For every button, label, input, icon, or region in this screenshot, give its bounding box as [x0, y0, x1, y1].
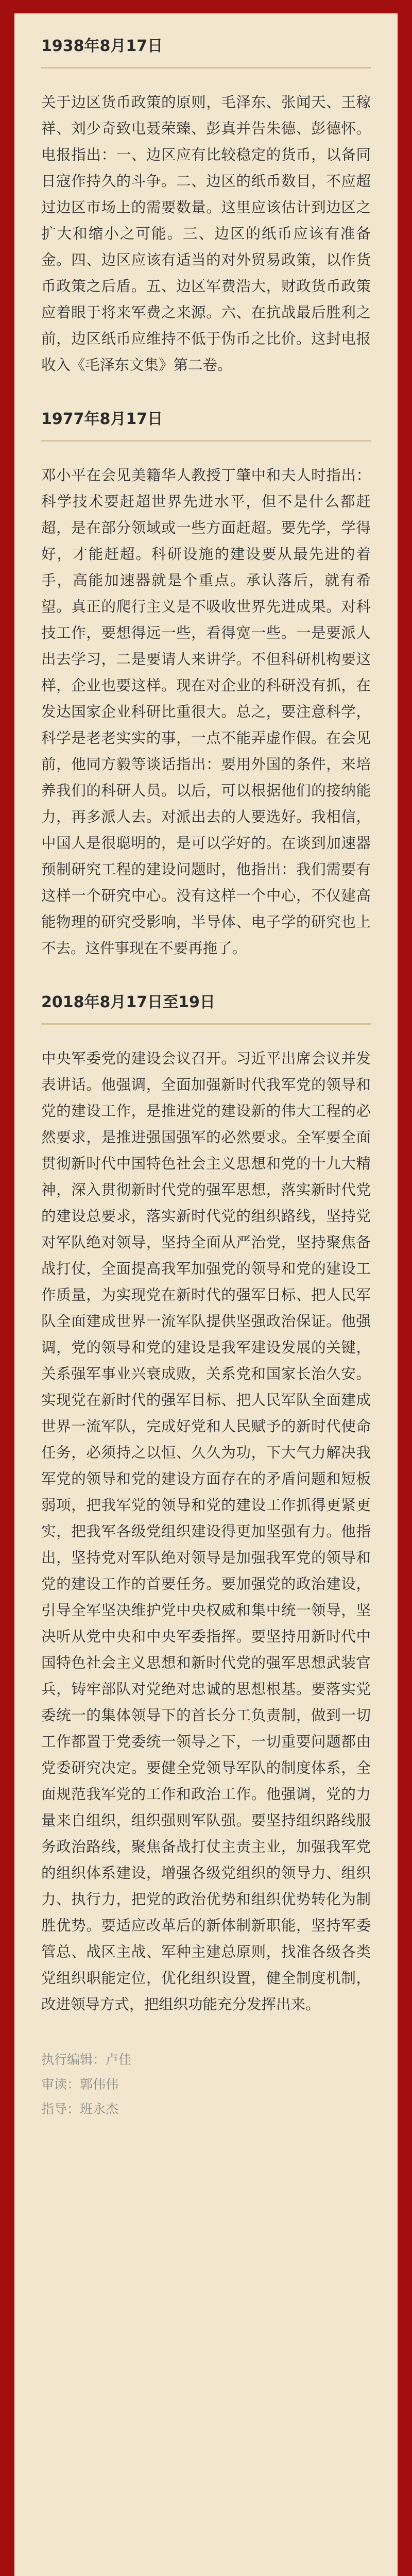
history-entry-2018: [41, 991, 371, 2018]
entry-date: 1977年8月17日: [41, 410, 163, 428]
entry-text: 中央军委党的建设会议召开。习近平出席会议并发表讲话。他强调，全面加强新时代我军党的领导和党的建设工作，是推进党的建设新的伟大工程的必然要求，是推进强国强军的必然要求。全军要全面贯彻新时代中国特色社会主义思想和党的十九大精神，深入贯彻新时代党的强军思想，落实新时代党的建设总要求，落实新时代党的组织路线，坚持党对军队绝对领导，坚持全面从严治党，坚持聚焦备战打仗，全面提高我军加强党的领导和党的建设工作质量，为实现党在新时代的强军目标、把人民军队全面建成世界一流军队提供坚强政治保证。他强调，党的领导和党的建设是我军建设发展的关键，关系强军事业兴衰成败，关系党和国家长治久安。实现党在新时代的强军目标、把人民军队全面建成世界一流军队，完成好党和人民赋予的新时代使命任务，必须持之以恒、久久为功，下大气力解决我军党的领导和党的建设方面存在的矛盾问题和短板弱项，把我军党的领导和党的建设工作抓得更紧更实，把我军各级党组织建设得更加坚强有力。他指出，坚持党对军队绝对领导是加强我军党的领导和党的建设工作的首要任务。要加强党的政治建设，引导全军坚决维护党中央权威和集中统一领导，坚决听从党中央和中央军委指挥。要坚持用新时代中国特色社会主义思想和新时代党的强军思想武装官兵，铸牢部队对党绝对忠诚的思想根基。要落实党委统一的集体领导下的首长分工负责制，做到一切工作都置于党委统一领导之下，一切重要问题都由党委研究决定。要健全党领导军队的制度体系，全面规范我军党的工作和政治工作。他强调，党的力量来自组织，组织强则军队强。要坚持组织路线服务政治路线，聚焦备战打仗主责主业，加强我军党的组织体系建设，增强各级党组织的领导力、组织力、执行力，把党的政治优势和组织优势转化为制胜优势。要适应改革后的新体制新职能，坚持军委管总、战区主战、军种主建总原则，找准各级各类党组织职能定位，优化组织设置，健全制度机制，改进领导方式，把组织功能充分发挥出来。: [41, 1050, 371, 2013]
history-entry-1938: [41, 35, 371, 378]
entry-text: 邓小平在会见美籍华人教授丁肇中和夫人时指出：科学技术要赶超世界先进水平，但不是什么都赶超，是在部分领域或一些方面赶超。要先学，学得好，才能赶超。科研设施的建设要从最先进的着手，高能加速器就是个重点。承认落后，就有希望。真正的爬行主义是不吸收世界先进成果。对科技工作，要想得远一些，看得宽一些。一是要派人出去学习，二是要请人来讲学。不但科研机构要这样，企业也要这样。现在对企业的科研没有抓，在发达国家企业科研比重很大。总之，要注意科学，科学是老老实实的事，一点不能弄虚作假。在会见前，他同方毅等谈话指出：要用外国的条件，来培养我们的科研人员。以后，可以根据他们的接纳能力，再多派人去。对派出去的人要选好。我相信，中国人是很聪明的，是可以学好的。在谈到加速器预制研究工程的建设问题时，他指出：我们需要有这样一个研究中心。没有这样一个中心，不仅建高能物理的研究受影响，半导体、电子学的研究也上不去。这件事现在不要再拖了。: [41, 467, 371, 957]
supervisor: 指导：班永杰: [41, 2102, 119, 2116]
entry-date: 2018年8月17日至19日: [41, 993, 215, 1011]
entry-date: 1938年8月17日: [41, 37, 163, 55]
divider: [41, 67, 371, 69]
history-entry-1977: [41, 408, 371, 961]
executive-editor: 执行编辑：卢佳: [41, 2052, 132, 2067]
entry-text: 关于边区货币政策的原则，毛泽东、张闻天、王稼祥、刘少奇致电聂荣臻、彭真并告朱德、彭德怀。电报指出：一、边区应有比较稳定的货币，以备同日寇作持久的斗争。二、边区的纸币数目，不应超过边区市场上的需要数量。这里应该估计到边区之扩大和缩小之可能。三、边区的纸币应该有准备金。四、边区应该有适当的对外贸易政策，以作货币政策之后盾。五、边区军费浩大，财政货币政策应着眼于将来军费之来源。六、在抗战最后胜利之前，边区纸币应维持不低于伪币之比价。这封电报收入《毛泽东文集》第二卷。: [41, 94, 371, 374]
divider: [41, 1023, 371, 1025]
editor-credits: [41, 2047, 371, 2122]
proofreader: 审读：郭伟伟: [41, 2077, 119, 2092]
divider: [41, 440, 371, 442]
content-panel: [14, 13, 398, 2576]
